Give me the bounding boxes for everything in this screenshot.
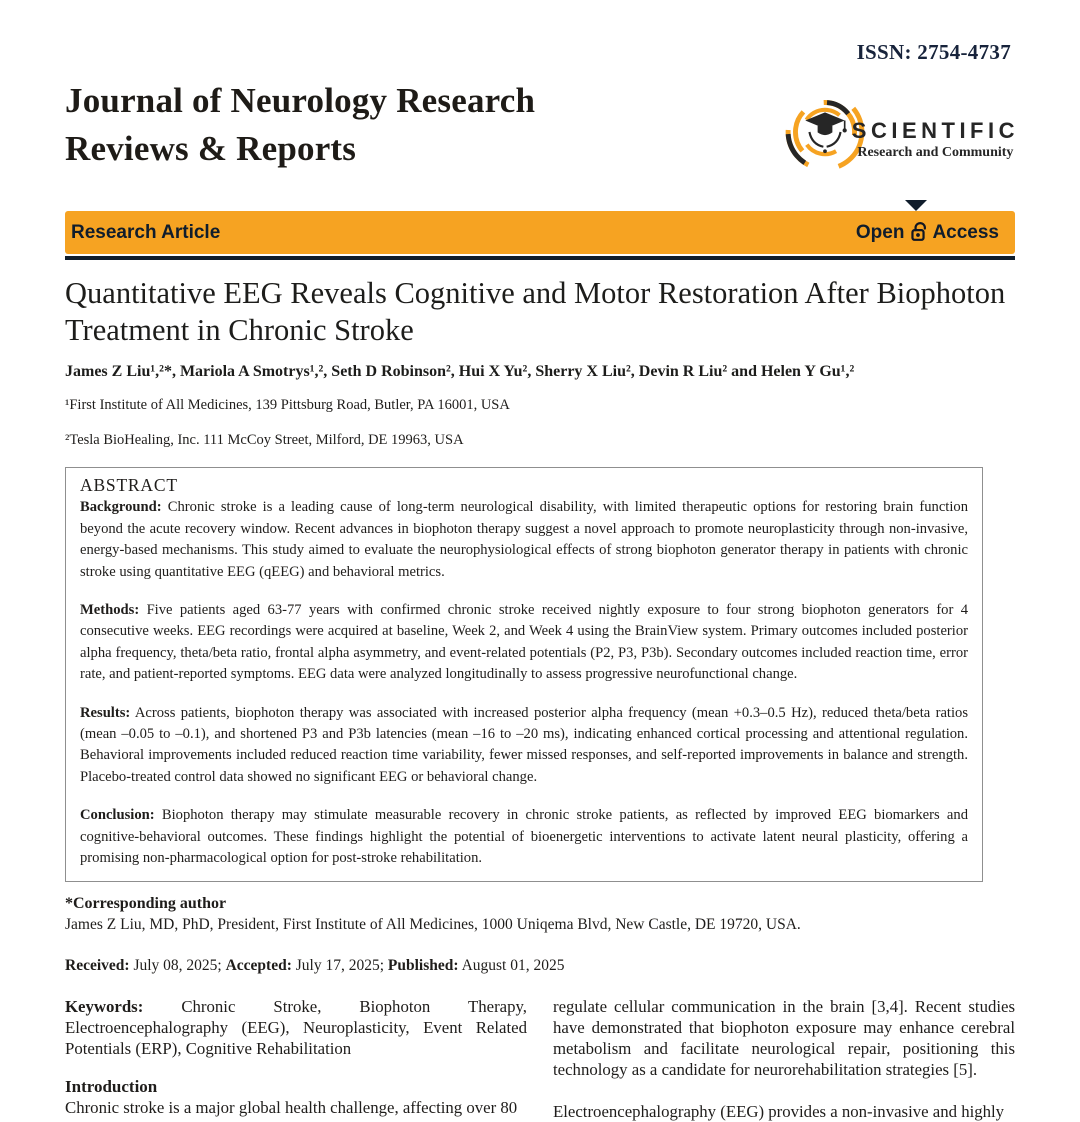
right-column bbox=[553, 996, 1015, 1122]
journal-title-line2: Reviews & Reports bbox=[65, 128, 357, 168]
affiliation-2: ²Tesla BioHealing, Inc. 111 McCoy Street, Milford, DE 19963, USA bbox=[65, 431, 464, 448]
affiliation-1: ¹First Institute of All Medicines, 139 Pittsburg Road, Butler, PA 16001, USA bbox=[65, 397, 510, 414]
open-access-badge bbox=[856, 222, 999, 244]
abstract-results-label: Results: bbox=[80, 704, 131, 721]
journal-title bbox=[65, 77, 535, 173]
corresponding-author-block bbox=[65, 895, 1015, 934]
keywords-text: Chronic Stroke, Biophoton Therapy, Electroencephalography (EEG), Neuroplasticity, Event Related Potentials (ERP), Cognitive Rehabilitation bbox=[65, 997, 527, 1059]
published-value: August 01, 2025 bbox=[458, 957, 565, 975]
publication-dates bbox=[65, 957, 1015, 975]
published-label: Published: bbox=[387, 957, 459, 975]
abstract-background bbox=[80, 497, 968, 583]
corresponding-author-heading: *Corresponding author bbox=[65, 895, 227, 913]
right-column-paragraph-1: regulate cellular communication in the brain [3,4]. Recent studies have demonstrated that biophoton exposure may enhance cerebral metabolism and facilitate neurological repair, positioning this technology as a candidate for neurorehabilitation strategies [5]. bbox=[553, 997, 1015, 1080]
received-value: July 08, 2025; bbox=[129, 957, 226, 975]
introduction-heading: Introduction bbox=[65, 1077, 158, 1097]
abstract-results bbox=[80, 703, 968, 789]
abstract-methods bbox=[80, 600, 968, 686]
journal-title-line1: Journal of Neurology Research bbox=[65, 81, 536, 120]
body-columns bbox=[65, 996, 1015, 1122]
abstract-background-text: Chronic stroke is a leading cause of long-term neurological disability, with limited therapeutic options for restoring brain function beyond the acute recovery window. Recent advances in biophoton therapy suggest a novel approach to promote neuroplasticity through non-invasive, energy-based mechanisms. This study aimed to evaluate the neurophysiological effects of strong biophoton generator therapy in patients with chronic stroke using quantitative EEG (qEEG) and behavioral metrics. bbox=[80, 499, 969, 580]
abstract-conclusion-label: Conclusion: bbox=[80, 807, 155, 824]
publisher-tagline: Research and Community bbox=[857, 144, 1014, 160]
issn-number: ISSN: 2754-4737 bbox=[856, 40, 1011, 64]
publisher-name: SCIENTIFIC bbox=[851, 117, 1019, 143]
received-label: Received: bbox=[65, 957, 130, 975]
abstract-methods-text: Five patients aged 63-77 years with confirmed chronic stroke received nightly exposure to four strong biophoton generators for 4 consecutive weeks. EEG recordings were acquired at baseline, Week 2, and Week 4 using the BrainView system. Primary outcomes included posterior alpha frequency, theta/beta ratio, frontal alpha asymmetry, and event-related potentials (P2, P3, P3b). Secondary outcomes included reaction time, error rate, and patient-reported symptoms. EEG data were analyzed longitudinally to assess progressive neurofunctional change. bbox=[80, 601, 968, 683]
article-type-label: Research Article bbox=[71, 221, 221, 243]
article-type-banner bbox=[65, 211, 1015, 254]
abstract-methods-label: Methods: bbox=[80, 601, 140, 618]
abstract-results-text: Across patients, biophoton therapy was associated with increased posterior alpha frequency (mean +0.3–0.5 Hz), reduced theta/beta ratios (mean –0.05 to –0.1), and shortened P3 and P3b latencies (mean –16 to –20 ms), indicating enhanced cortical processing and attentional regulation. Behavioral improvements included reduced reaction time variability, fewer missed responses, and self-reported improvements in balance and strength. Placebo-treated control data showed no significant EEG or behavioral change. bbox=[80, 704, 969, 785]
keywords bbox=[65, 996, 527, 1059]
abstract-heading: ABSTRACT bbox=[80, 475, 178, 496]
accepted-value: July 17, 2025; bbox=[291, 957, 388, 975]
download-arrow-icon bbox=[905, 200, 927, 211]
abstract-box bbox=[65, 467, 983, 882]
corresponding-author-text: James Z Liu, MD, PhD, President, First Institute of All Medicines, 1000 Uniqema Blvd, New Castle, DE 19720, USA. bbox=[65, 916, 801, 934]
left-column bbox=[65, 996, 527, 1122]
masthead bbox=[65, 77, 1019, 173]
open-access-word1: Open bbox=[855, 221, 905, 243]
banner-wrap bbox=[65, 211, 1015, 260]
abstract-conclusion-text: Biophoton therapy may stimulate measurable recovery in chronic stroke patients, as reflected by improved EEG biomarkers and cognitive-behavioral outcomes. These findings highlight the potential of bioenergetic interventions to activate latent neural plasticity, offering a promising non-pharmacological option for post-stroke rehabilitation. bbox=[80, 807, 969, 866]
accepted-label: Accepted: bbox=[225, 957, 292, 975]
publisher-logo-text bbox=[852, 118, 1019, 161]
introduction-paragraph: Chronic stroke is a major global health challenge, affecting over 80 bbox=[65, 1098, 518, 1118]
publisher-logo bbox=[784, 91, 1019, 173]
author-list: James Z Liu¹,²*, Mariola A Smotrys¹,², Seth D Robinson², Hui X Yu², Sherry X Liu², Devin R Liu² and Helen Y Gu¹,² bbox=[65, 363, 855, 381]
right-column-paragraph-2: Electroencephalography (EEG) provides a non-invasive and highly bbox=[553, 1102, 1005, 1122]
keywords-label: Keywords: bbox=[65, 997, 144, 1017]
open-access-word2: Access bbox=[932, 221, 999, 243]
open-access-lock-icon bbox=[909, 220, 927, 243]
article-title: Quantitative EEG Reveals Cognitive and Motor Restoration After Biophoton Treatment in Chronic Stroke bbox=[65, 276, 1006, 347]
abstract-background-label: Background: bbox=[80, 499, 162, 516]
divider-rule bbox=[65, 256, 1015, 260]
abstract-conclusion bbox=[80, 805, 968, 869]
